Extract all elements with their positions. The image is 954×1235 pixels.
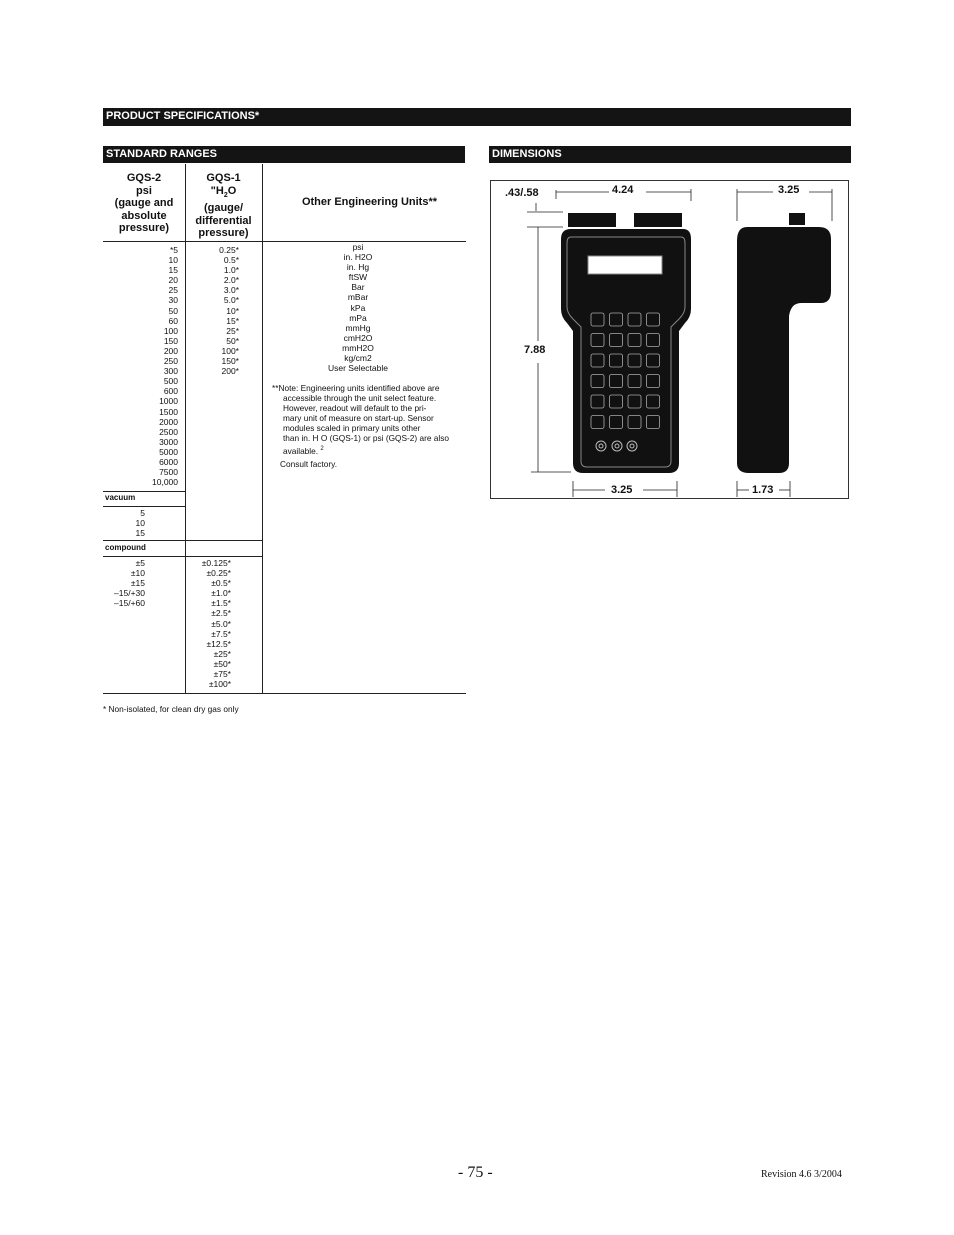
keypad-key xyxy=(647,375,660,388)
device-dimensions-drawing xyxy=(491,181,850,500)
dimensions-bar: DIMENSIONS xyxy=(489,146,851,163)
page-number: - 75 - xyxy=(458,1164,493,1181)
compound-gqs1-value: ±12.5* xyxy=(206,638,231,649)
engineering-unit: psi xyxy=(352,242,364,252)
dimensions-drawing-box xyxy=(490,180,849,499)
gqs2-range-value: 100 xyxy=(163,325,178,336)
keypad-key xyxy=(647,334,660,347)
keypad-key xyxy=(610,334,623,347)
gqs1-range-value: 200* xyxy=(221,366,239,377)
gqs2-range-value: 600 xyxy=(163,386,178,397)
keypad-key xyxy=(628,334,641,347)
engineering-unit: kg/cm2 xyxy=(344,353,372,364)
compound-gqs1-value: ±75* xyxy=(213,669,231,680)
compound-gqs2-list xyxy=(103,558,145,608)
gqs2-range-value: 7500 xyxy=(159,467,178,478)
gqs2-range-value: 1500 xyxy=(159,406,178,417)
keypad-key xyxy=(647,313,660,326)
gqs2-range-value: 500 xyxy=(163,376,178,387)
keypad-key xyxy=(647,416,660,429)
top-offset-label: .43/.58 xyxy=(505,187,539,199)
compound-gqs1-value: ±7.5* xyxy=(211,628,231,639)
side-width-label: 3.25 xyxy=(778,184,800,196)
keypad-key xyxy=(610,313,623,326)
front-view-device xyxy=(561,213,691,473)
keypad-key xyxy=(610,354,623,367)
gqs2-range-value: 6000 xyxy=(159,456,178,467)
gqs2-range-value: 25 xyxy=(168,285,178,296)
side-depth-label: 1.73 xyxy=(752,484,774,496)
keypad-key xyxy=(591,395,604,408)
gqs2-range-value: 30 xyxy=(168,295,178,306)
gqs2-range-value: 50 xyxy=(168,305,178,316)
keypad-key xyxy=(610,375,623,388)
compound-rule-bottom xyxy=(103,556,262,557)
engineering-unit: mPa xyxy=(349,312,367,323)
compound-rule-top xyxy=(103,540,262,541)
gqs2-column-header: GQS-2 psi (gauge and absolute pressure) xyxy=(114,172,174,234)
keypad-key xyxy=(647,395,660,408)
revision-label: Revision 4.6 3/2004 xyxy=(761,1169,842,1180)
gqs1-range-value: 10* xyxy=(226,305,239,316)
keypad-key xyxy=(591,313,604,326)
gqs1-range-value: 0.5* xyxy=(223,255,239,266)
gqs2-range-value: 10,000 xyxy=(152,477,178,488)
gqs1-column-header: GQS-1 "$H_2O$ (gauge/ differential pressure) xyxy=(195,172,252,240)
product-specifications-bar: PRODUCT SPECIFICATIONS* xyxy=(103,108,851,126)
vacuum-rule-top xyxy=(103,491,185,492)
engineering-unit: cmH2O xyxy=(343,332,373,343)
vacuum-range-value: 15 xyxy=(135,528,145,539)
compound-gqs1-value: ±5.0* xyxy=(211,618,231,629)
gqs1-range-list xyxy=(185,245,239,376)
non-isolated-footnote: * Non-isolated, for clean dry gas only xyxy=(103,704,239,714)
engineering-unit: ftSW xyxy=(348,272,368,283)
compound-gqs1-value: ±0.5* xyxy=(211,578,231,589)
keypad-key xyxy=(591,375,604,388)
gqs2-range-value: 300 xyxy=(163,366,178,377)
keypad-key xyxy=(628,395,641,408)
gqs2-range-value: 150 xyxy=(163,335,178,346)
gqs2-range-value: 200 xyxy=(163,345,178,356)
gqs2-range-value: 10 xyxy=(168,255,178,266)
compound-gqs2-value: –15/+30 xyxy=(114,588,145,599)
vacuum-rule-bottom xyxy=(103,506,185,507)
gqs2-range-value: *5 xyxy=(169,245,178,255)
gqs1-range-value: 50* xyxy=(226,335,239,346)
keypad-key xyxy=(628,375,641,388)
side-view-device xyxy=(737,213,831,473)
engineering-unit: Bar xyxy=(351,282,365,293)
standard-ranges-bar: STANDARD RANGES xyxy=(103,146,465,163)
vacuum-range-list xyxy=(103,508,145,538)
gqs2-range-value: 5000 xyxy=(159,446,178,457)
gqs1-range-value: 100* xyxy=(221,345,239,356)
gqs1-range-value: 25* xyxy=(226,325,239,336)
gqs2-range-value: 1000 xyxy=(159,396,178,407)
engineering-unit: in. H2O xyxy=(343,252,373,263)
gqs2-range-value: 60 xyxy=(168,315,178,326)
engineering-units-list xyxy=(262,242,454,373)
compound-gqs2-value: ±10 xyxy=(130,568,145,579)
engineering-unit: mmH2O xyxy=(342,342,374,353)
compound-gqs1-value: ±0.125* xyxy=(201,558,231,568)
engineering-unit: mmHg xyxy=(345,322,371,333)
keypad-key xyxy=(628,354,641,367)
gqs1-range-value: 0.25* xyxy=(219,245,239,255)
gqs1-range-value: 3.0* xyxy=(223,285,239,296)
compound-gqs2-value: –15/+60 xyxy=(114,598,145,609)
keypad-key xyxy=(628,416,641,429)
gqs2-range-value: 2000 xyxy=(159,416,178,427)
other-units-column-header: Other Engineering Units** xyxy=(301,196,438,208)
bottom-width-label: 3.25 xyxy=(611,484,633,496)
engineering-unit: mBar xyxy=(347,292,369,303)
compound-gqs1-list xyxy=(185,558,231,689)
gqs1-range-value: 15* xyxy=(226,315,239,326)
compound-gqs1-value: ±100* xyxy=(208,679,231,690)
gqs2-range-value: 3000 xyxy=(159,436,178,447)
gqs1-range-value: 2.0* xyxy=(223,275,239,286)
compound-gqs2-value: ±15 xyxy=(130,578,145,589)
keypad-key xyxy=(591,334,604,347)
keypad-key xyxy=(610,416,623,429)
vacuum-range-value: 5 xyxy=(140,508,145,518)
gqs1-range-value: 150* xyxy=(221,356,239,367)
keypad-key xyxy=(610,395,623,408)
compound-gqs1-value: ±2.5* xyxy=(211,608,231,619)
compound-gqs1-value: ±1.0* xyxy=(211,588,231,599)
compound-gqs1-value: ±25* xyxy=(213,648,231,659)
gqs2-range-value: 20 xyxy=(168,275,178,286)
gqs1-range-value: 1.0* xyxy=(223,265,239,276)
compound-gqs1-value: ±50* xyxy=(213,658,231,669)
height-label: 7.88 xyxy=(524,344,546,356)
gqs2-range-value: 250 xyxy=(163,356,178,367)
keypad-key xyxy=(591,416,604,429)
engineering-units-note: **Note: Engineering units identified above are accessible through the unit select feature. However, readout will default to the pri- mary unit of measure on start-up. Sensor modules scaled in primary units other than in. H O (GQS-1) or psi (GQS-2) are also available. $^2$ Consult factory. xyxy=(272,383,449,470)
vacuum-label: vacuum xyxy=(105,493,136,502)
compound-gqs1-value: ±1.5* xyxy=(211,598,231,609)
compound-gqs1-value: ±0.25* xyxy=(206,568,231,579)
engineering-unit: kPa xyxy=(350,302,366,313)
vacuum-range-value: 10 xyxy=(135,518,145,529)
engineering-unit: User Selectable xyxy=(327,363,388,374)
keypad-key xyxy=(591,354,604,367)
gqs1-range-value: 5.0* xyxy=(223,295,239,306)
compound-label: compound xyxy=(105,543,146,552)
gqs2-range-list xyxy=(103,245,178,487)
table-bottom-rule xyxy=(103,693,466,694)
engineering-unit: in. Hg xyxy=(346,262,370,273)
top-width-label: 4.24 xyxy=(612,184,634,196)
keypad-key xyxy=(647,354,660,367)
keypad-key xyxy=(628,313,641,326)
gqs2-range-value: 2500 xyxy=(159,426,178,437)
gqs2-range-value: 15 xyxy=(168,265,178,276)
compound-gqs2-value: ±5 xyxy=(135,558,145,568)
